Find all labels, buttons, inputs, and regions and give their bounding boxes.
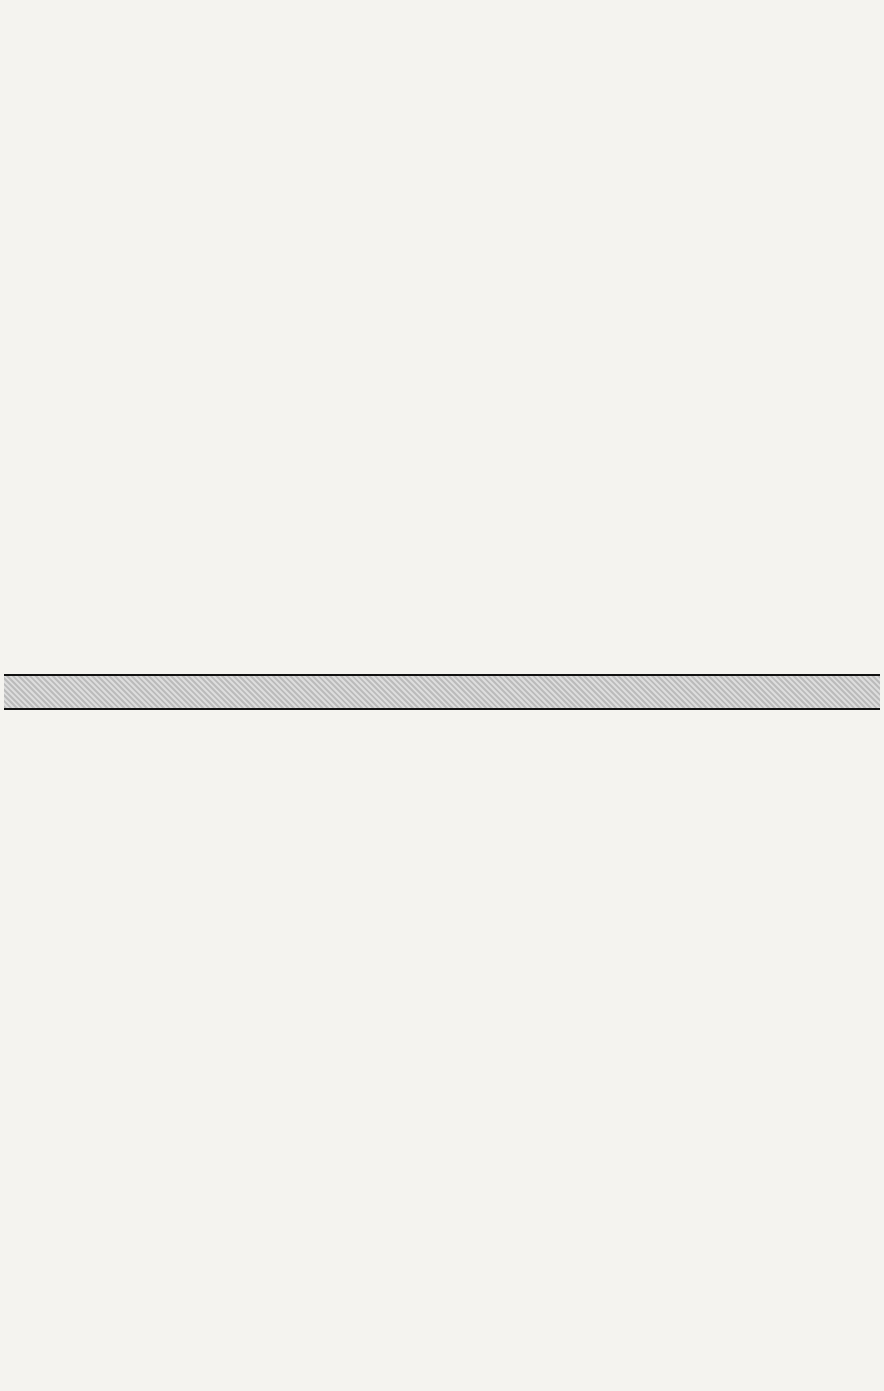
- help-wanted-section: [4, 14, 880, 669]
- home-service-guide-banner: [4, 674, 880, 710]
- service-guide-section: [4, 710, 880, 1386]
- page-header: [4, 2, 880, 14]
